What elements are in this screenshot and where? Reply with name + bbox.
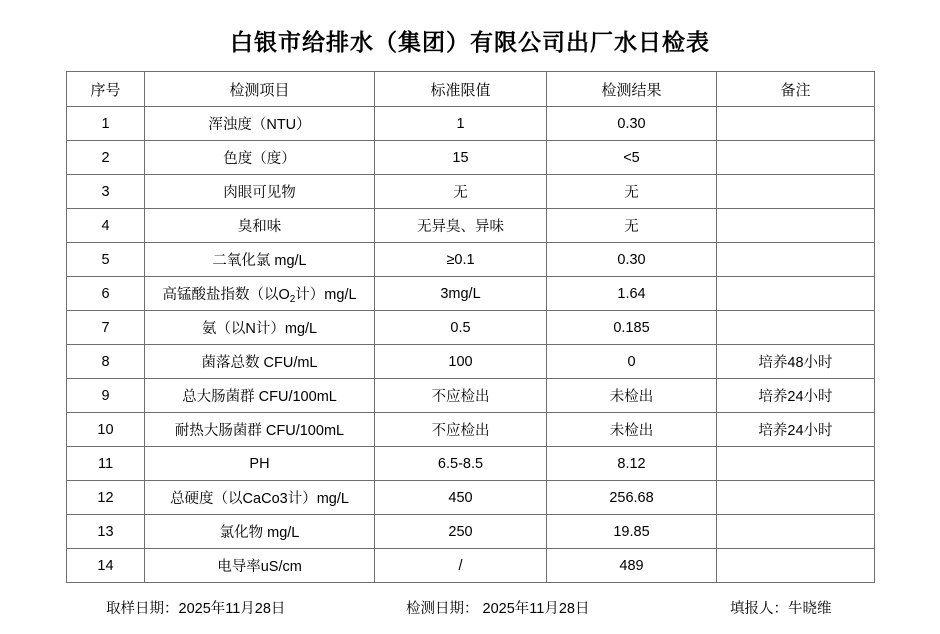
cell-note: 培养24小时	[717, 379, 875, 413]
cell-result: 0.30	[547, 107, 717, 141]
cell-result: 256.68	[547, 481, 717, 515]
table-row	[67, 277, 875, 311]
table-header-row	[67, 72, 875, 107]
cell-result: 0	[547, 345, 717, 379]
table-row	[67, 413, 875, 447]
table-row	[67, 141, 875, 175]
cell-std: /	[375, 549, 547, 583]
cell-std: 250	[375, 515, 547, 549]
column-header-no: 序号	[67, 72, 145, 107]
reporter-label: 填报人：牛晓维	[730, 601, 832, 617]
cell-std: 0.5	[375, 311, 547, 345]
cell-item: 总硬度（以CaCo3计）mg/L	[145, 481, 375, 515]
water-quality-table	[66, 71, 875, 583]
cell-item: 菌落总数 CFU/mL	[145, 345, 375, 379]
table-row	[67, 345, 875, 379]
table-row	[67, 447, 875, 481]
cell-item: PH	[145, 447, 375, 481]
document-footer	[0, 583, 940, 618]
cell-no: 2	[67, 141, 145, 175]
cell-result: 未检出	[547, 413, 717, 447]
cell-std: 100	[375, 345, 547, 379]
cell-note	[717, 141, 875, 175]
cell-item: 总大肠菌群 CFU/100mL	[145, 379, 375, 413]
table-row	[67, 515, 875, 549]
table-row	[67, 175, 875, 209]
sample-date-label: 取样日期：2025年11月28日	[106, 601, 286, 617]
cell-no: 9	[67, 379, 145, 413]
cell-note	[717, 243, 875, 277]
cell-item: 肉眼可见物	[145, 175, 375, 209]
table-row	[67, 481, 875, 515]
cell-no: 5	[67, 243, 145, 277]
cell-item: 耐热大肠菌群 CFU/100mL	[145, 413, 375, 447]
cell-std: 不应检出	[375, 379, 547, 413]
cell-note	[717, 209, 875, 243]
cell-result: 489	[547, 549, 717, 583]
table-row	[67, 209, 875, 243]
cell-note	[717, 277, 875, 311]
cell-std: 不应检出	[375, 413, 547, 447]
table-container	[0, 71, 940, 583]
table-row	[67, 549, 875, 583]
cell-no: 11	[67, 447, 145, 481]
cell-item: 浑浊度（NTU）	[145, 107, 375, 141]
cell-item: 色度（度）	[145, 141, 375, 175]
cell-result: 0.185	[547, 311, 717, 345]
cell-std: 无异臭、异味	[375, 209, 547, 243]
cell-result: <5	[547, 141, 717, 175]
cell-no: 12	[67, 481, 145, 515]
page-title: 白银市给排水（集团）有限公司出厂水日检表	[230, 30, 710, 55]
cell-no: 10	[67, 413, 145, 447]
cell-no: 7	[67, 311, 145, 345]
column-header-std: 标准限值	[375, 72, 547, 107]
cell-no: 1	[67, 107, 145, 141]
cell-item: 氨（以N计）mg/L	[145, 311, 375, 345]
cell-no: 8	[67, 345, 145, 379]
cell-result: 0.30	[547, 243, 717, 277]
cell-item: 氯化物 mg/L	[145, 515, 375, 549]
cell-item: 电导率uS/cm	[145, 549, 375, 583]
cell-item: 臭和味	[145, 209, 375, 243]
cell-std: 15	[375, 141, 547, 175]
column-header-result: 检测结果	[547, 72, 717, 107]
table-row	[67, 107, 875, 141]
table-row	[67, 311, 875, 345]
cell-result: 19.85	[547, 515, 717, 549]
cell-result: 未检出	[547, 379, 717, 413]
cell-note: 培养24小时	[717, 413, 875, 447]
cell-result: 无	[547, 175, 717, 209]
cell-std: 1	[375, 107, 547, 141]
cell-result: 无	[547, 209, 717, 243]
cell-note	[717, 481, 875, 515]
cell-note	[717, 515, 875, 549]
cell-result: 8.12	[547, 447, 717, 481]
cell-no: 3	[67, 175, 145, 209]
cell-note: 培养48小时	[717, 345, 875, 379]
cell-no: 4	[67, 209, 145, 243]
cell-std: ≥0.1	[375, 243, 547, 277]
table-row	[67, 243, 875, 277]
table-row	[67, 379, 875, 413]
cell-no: 13	[67, 515, 145, 549]
cell-note	[717, 549, 875, 583]
cell-note	[717, 447, 875, 481]
cell-std: 无	[375, 175, 547, 209]
cell-no: 14	[67, 549, 145, 583]
column-header-note: 备注	[717, 72, 875, 107]
cell-std: 3mg/L	[375, 277, 547, 311]
cell-note	[717, 311, 875, 345]
cell-item: 二氧化氯 mg/L	[145, 243, 375, 277]
cell-note	[717, 107, 875, 141]
cell-no: 6	[67, 277, 145, 311]
cell-std: 6.5-8.5	[375, 447, 547, 481]
cell-result: 1.64	[547, 277, 717, 311]
cell-item: 高锰酸盐指数（以$O_2$计）mg/L	[145, 277, 375, 311]
test-date-label: 检测日期： 2025年11月28日	[406, 601, 590, 617]
cell-note	[717, 175, 875, 209]
cell-std: 450	[375, 481, 547, 515]
column-header-item: 检测项目	[145, 72, 375, 107]
